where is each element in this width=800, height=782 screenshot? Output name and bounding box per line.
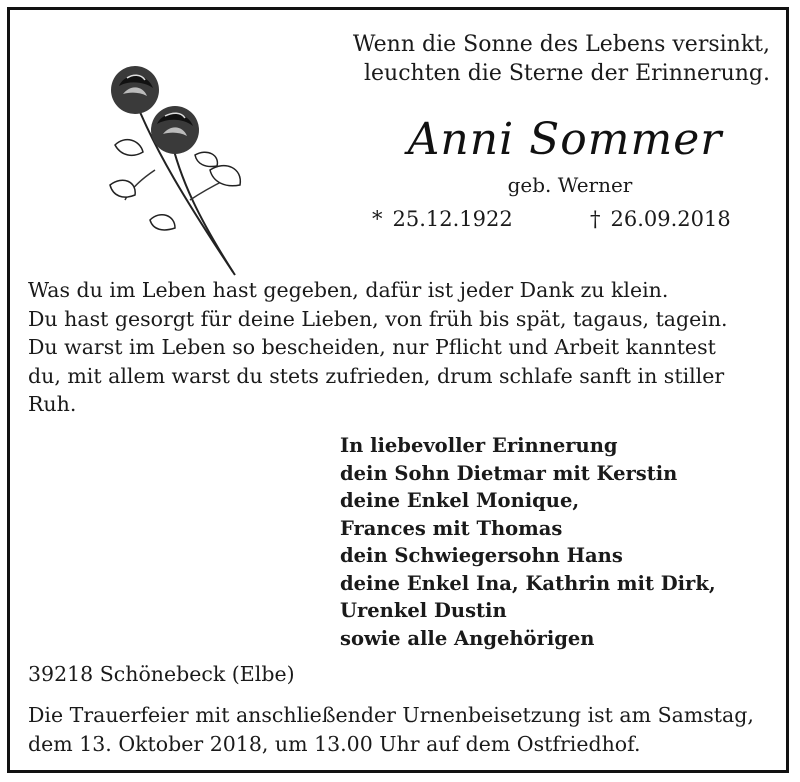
verse-line: Du warst im Leben so bescheiden, nur Pflicht und Arbeit kanntest xyxy=(28,335,716,359)
death-date-value: 26.09.2018 xyxy=(610,207,731,231)
family-line: Urenkel Dustin xyxy=(340,599,507,622)
family-line: deine Enkel Monique, xyxy=(340,489,580,512)
service-line: dem 13. Oktober 2018, um 13.00 Uhr auf dem Ostfriedhof. xyxy=(28,731,641,756)
place: 39218 Schönebeck (Elbe) xyxy=(28,662,295,686)
death-symbol: † xyxy=(590,207,601,231)
funeral-service-info xyxy=(28,701,788,758)
family-signature xyxy=(340,432,716,652)
family-line: Frances mit Thomas xyxy=(340,516,563,540)
service-line: Die Trauerfeier mit anschließender Urnenbeisetzung ist am Samstag, xyxy=(28,703,754,727)
birth-symbol: * xyxy=(372,207,383,231)
family-line: sowie alle Angehörigen xyxy=(340,626,595,650)
verse-line: du, mit allem warst du stets zufrieden, drum schlafe sanft in stiller xyxy=(28,363,725,388)
family-line: dein Sohn Dietmar mit Kerstin xyxy=(340,461,678,485)
memorial-verse xyxy=(28,276,783,419)
verse-line: Ruh. xyxy=(28,392,77,416)
birth-date-value: 25.12.1922 xyxy=(392,207,513,231)
verse-line: Du hast gesorgt für deine Lieben, von früh bis spät, tagaus, tagein. xyxy=(28,306,728,331)
motto-line: leuchten die Sterne der Erinnerung. xyxy=(363,61,770,86)
rose-illustration xyxy=(95,60,255,285)
family-line: In liebevoller Erinnerung xyxy=(340,434,618,457)
family-line: dein Schwiegersohn Hans xyxy=(340,544,623,567)
motto xyxy=(300,30,770,88)
maiden-name: geb. Werner xyxy=(507,173,633,197)
motto-line: Wenn die Sonne des Lebens versinkt, xyxy=(352,32,770,57)
verse-line: Was du im Leben hast gegeben, dafür ist jeder Dank zu klein. xyxy=(28,278,669,302)
birth-date xyxy=(372,205,513,233)
family-line: deine Enkel Ina, Kathrin mit Dirk, xyxy=(340,571,716,595)
death-date xyxy=(590,205,731,233)
deceased-name: Anni Sommer xyxy=(407,114,723,165)
